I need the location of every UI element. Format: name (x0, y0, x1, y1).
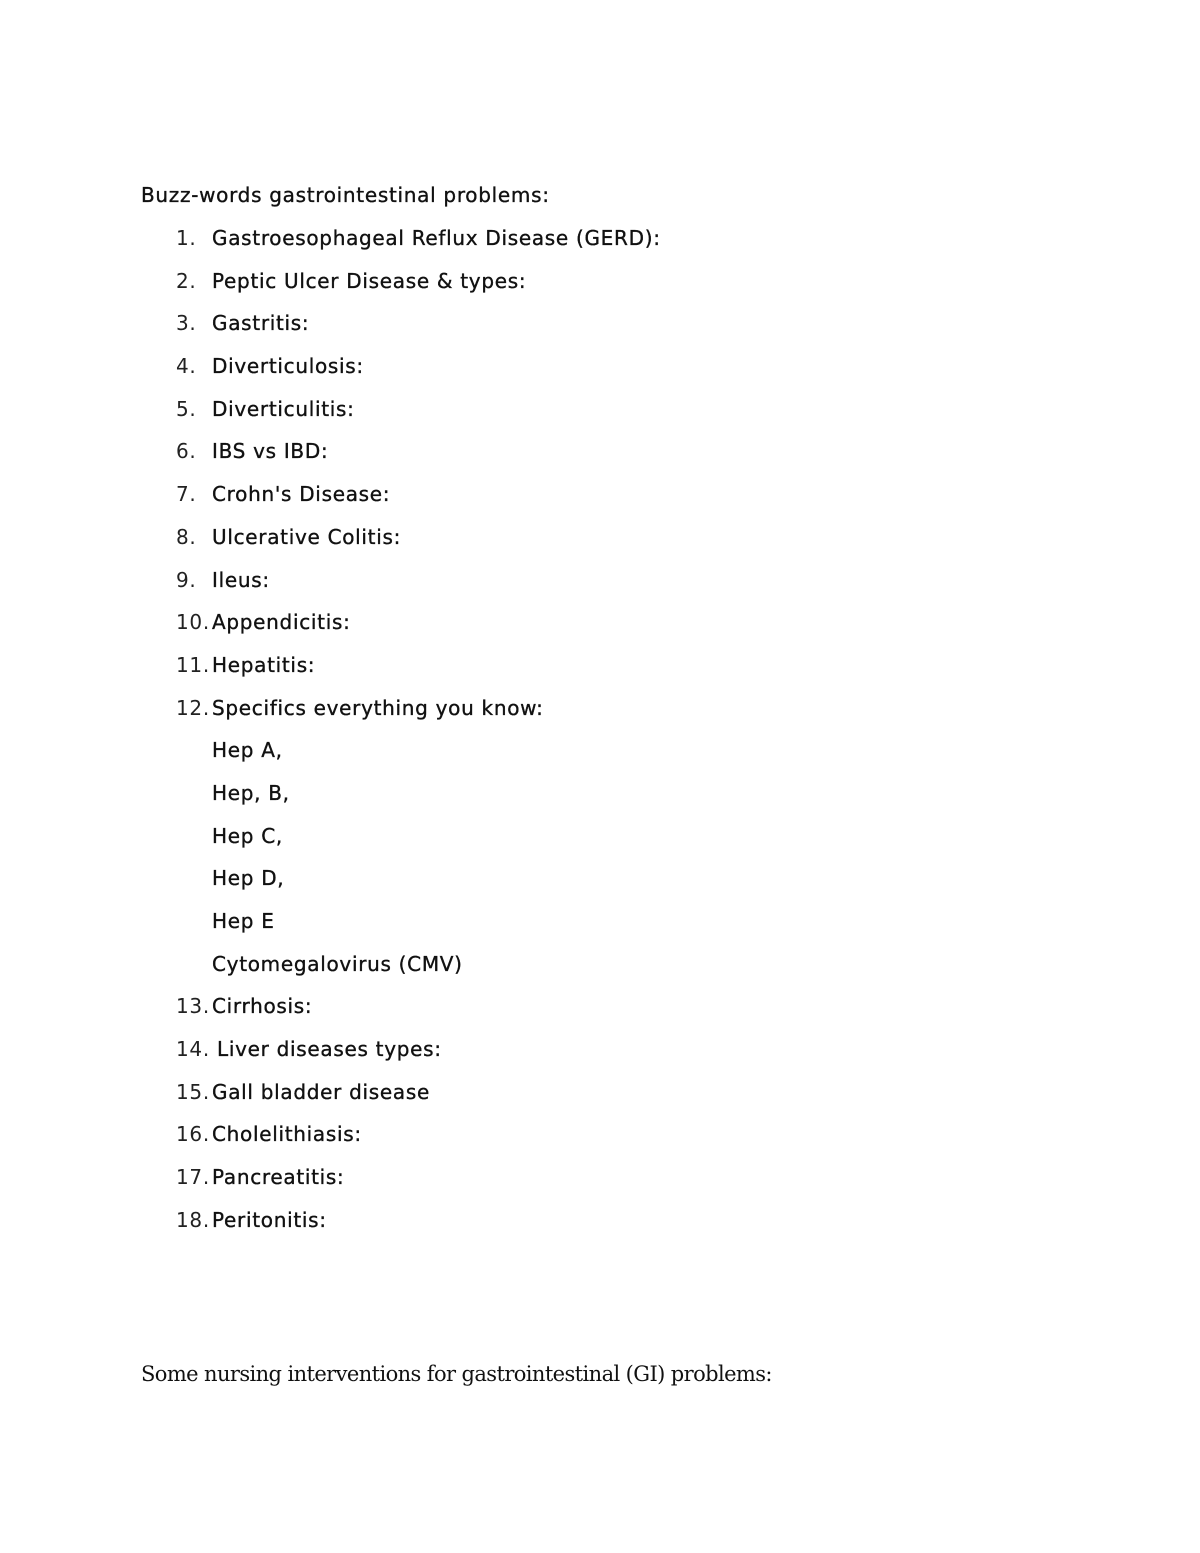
list-label: Peptic Ulcer Disease & types: (212, 268, 527, 293)
sub-item-label: Hep D, (212, 866, 285, 891)
list-number: 15. (176, 1079, 210, 1104)
list-item (0, 439, 1200, 482)
list-item (0, 1037, 1200, 1080)
list-item (0, 610, 1200, 653)
sub-item (0, 909, 1200, 952)
sub-item (0, 952, 1200, 995)
sub-item-label: Hep E (212, 909, 275, 933)
list-label: Hepatitis: (212, 652, 316, 677)
list-item (0, 226, 1200, 269)
list-number: 10. (176, 610, 210, 635)
section-heading: Buzz-words gastrointestinal problems: (141, 183, 550, 207)
list-number: 9. (176, 567, 197, 592)
interventions-heading: Some nursing interventions for gastrointestinal (GI) problems: (141, 1362, 772, 1386)
list-number: 12. (176, 695, 210, 720)
list-item (0, 1080, 1200, 1123)
sub-item (0, 866, 1200, 909)
list-item (0, 397, 1200, 440)
list-item (0, 482, 1200, 525)
sub-item (0, 738, 1200, 781)
list-label: Cirrhosis: (212, 994, 313, 1019)
list-label: Liver diseases types: (217, 1037, 442, 1062)
sub-item (0, 781, 1200, 824)
list-label: Diverticulosis: (212, 354, 364, 379)
list-number: 1. (176, 226, 197, 250)
sub-item-label: Hep, B, (212, 780, 290, 805)
list-number: 6. (176, 439, 197, 464)
list-item (0, 354, 1200, 397)
list-number: 5. (176, 396, 197, 421)
list-item (0, 269, 1200, 312)
list-label: Ileus: (212, 567, 270, 592)
sub-item-label: Hep A, (212, 738, 283, 763)
list-item (0, 1165, 1200, 1208)
list-label: Cholelithiasis: (212, 1122, 362, 1147)
list-number: 3. (176, 311, 197, 336)
list-number: 7. (176, 482, 197, 507)
list-number: 17. (176, 1165, 210, 1190)
list-number: 2. (176, 268, 197, 293)
sub-item (0, 824, 1200, 867)
buzzword-list (0, 226, 1200, 1251)
list-item (0, 568, 1200, 611)
list-label: Gall bladder disease (212, 1079, 430, 1104)
list-item (0, 525, 1200, 568)
sub-item-label: Hep C, (212, 823, 283, 848)
list-label: Pancreatitis: (212, 1165, 345, 1190)
list-item (0, 1122, 1200, 1165)
list-number: 16. (176, 1122, 210, 1147)
list-number: 8. (176, 524, 197, 549)
list-label: Ulcerative Colitis: (212, 524, 402, 549)
list-number: 18. (176, 1207, 210, 1232)
list-item (0, 1208, 1200, 1251)
list-number: 13. (176, 994, 210, 1019)
list-item (0, 696, 1200, 739)
list-number: 11. (176, 652, 210, 677)
list-number: 4. (176, 354, 197, 379)
list-label: Appendicitis: (212, 610, 351, 635)
list-label: Peritonitis: (212, 1207, 327, 1232)
list-label: Gastritis: (212, 311, 310, 336)
list-number: 14. (176, 1037, 210, 1062)
list-label: Crohn's Disease: (212, 482, 391, 507)
list-label: Diverticulitis: (212, 396, 355, 421)
list-item (0, 311, 1200, 354)
list-item (0, 653, 1200, 696)
list-label: IBS vs IBD: (212, 439, 329, 464)
list-label: Gastroesophageal Reflux Disease (GERD): (212, 226, 661, 250)
list-item (0, 994, 1200, 1037)
sub-item-label: Cytomegalovirus (CMV) (212, 951, 463, 976)
list-label: Specifics everything you know: (212, 695, 544, 720)
